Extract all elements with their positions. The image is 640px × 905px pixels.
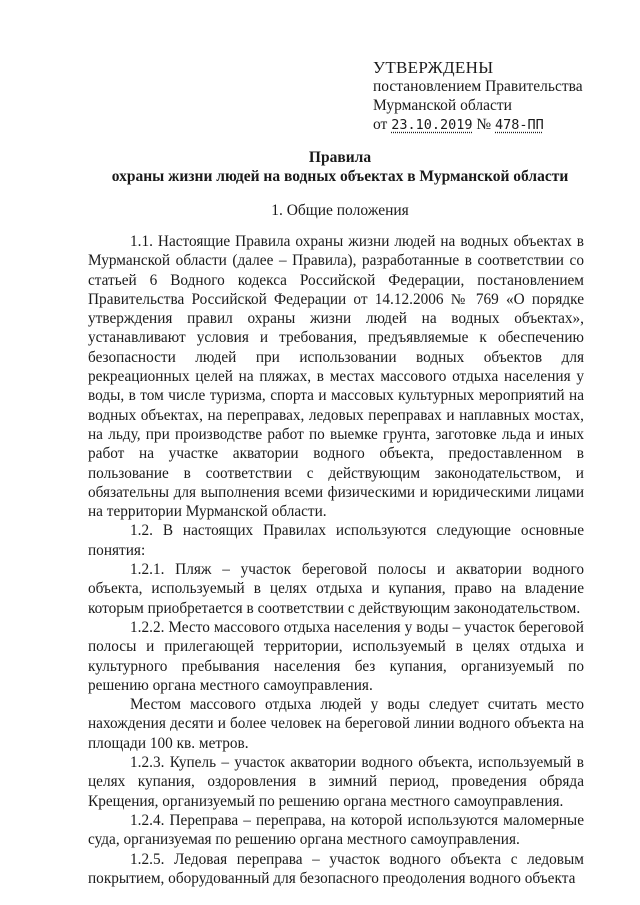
- paragraph: 1.2.4. Переправа – переправа, на которой используются маломерные суда, организуемая по решению органа местного самоуправления.: [88, 811, 584, 849]
- paragraph: 1.2.1. Пляж – участок береговой полосы и акватории водного объекта, используемый в целях отдыха и купания, право на владение которым приобретается в соответствии с действующим законодательством.: [88, 561, 584, 617]
- number-prefix: №: [476, 116, 492, 133]
- date-prefix: от: [373, 116, 388, 133]
- document-body: [88, 232, 584, 888]
- document-subtitle: охраны жизни людей на водных объектах в Мурманской области: [111, 168, 569, 185]
- paragraph: 1.2.2. Место массового отдыха населения у воды – участок береговой полосы и прилегающей территории, используемый в целях отдыха и культурного пребывания населения без купания, организуемый по решению органа местного самоуправления.: [88, 618, 584, 694]
- paragraph: Местом массового отдыха людей у воды следует считать место нахождения десяти и более человек на береговой линии водного объекта на площади 100 кв. метров.: [88, 696, 584, 752]
- approval-line-1: постановлением Правительства: [373, 78, 583, 95]
- paragraph: 1.2.5. Ледовая переправа – участок водного объекта с ледовым покрытием, оборудованный для безопасного преодоления водного объекта: [88, 850, 584, 887]
- section-heading: 1. Общие положения: [271, 202, 409, 219]
- paragraph: 1.1. Настоящие Правила охраны жизни людей на водных объектах в Мурманской области (далее – Правила), разработанные в соответствии со статьей 6 Водного кодекса Российской Федерации, постановлением Правительства Российской Федерации от 14.12.2006 № 769 «О порядке утверждения правил охраны жизни людей на водных объектах», устанавливают условия и требования, предъявляемые к обеспечению безопасности людей при использовании водных объектов для рекреационных целей на пляжах, в местах массового отдыха населения у воды, в том числе туризма, спорта и массовых культурных мероприятий на водных объектах, на переправах, ледовых переправах и наплавных мостах, на льду, при производстве работ по выемке грунта, заготовке льда и иных работ на участке акватории водного объекта, предоставленном в пользование в соответствии с действующим законодательством, и обязательны для выполнения всеми физическими и юридическими лицами на территории Мурманской области.: [88, 233, 584, 521]
- approval-date-line: [373, 115, 623, 135]
- approval-stamp: [373, 58, 623, 135]
- paragraph: 1.2.3. Купель – участок акватории водного объекта, используемый в целях купания, оздоровления в зимний период, проведения обряда Крещения, организуемый по решению органа местного самоуправления.: [88, 754, 584, 810]
- document-title: Правила: [308, 149, 372, 166]
- approval-number: 478-ПП: [495, 117, 544, 133]
- approval-date: 23.10.2019: [391, 117, 473, 133]
- approval-line-2: Мурманской области: [373, 97, 512, 114]
- approval-heading: УТВЕРЖДЕНЫ: [373, 58, 494, 77]
- paragraph: 1.2. В настоящих Правилах используются следующие основные понятия:: [88, 522, 584, 559]
